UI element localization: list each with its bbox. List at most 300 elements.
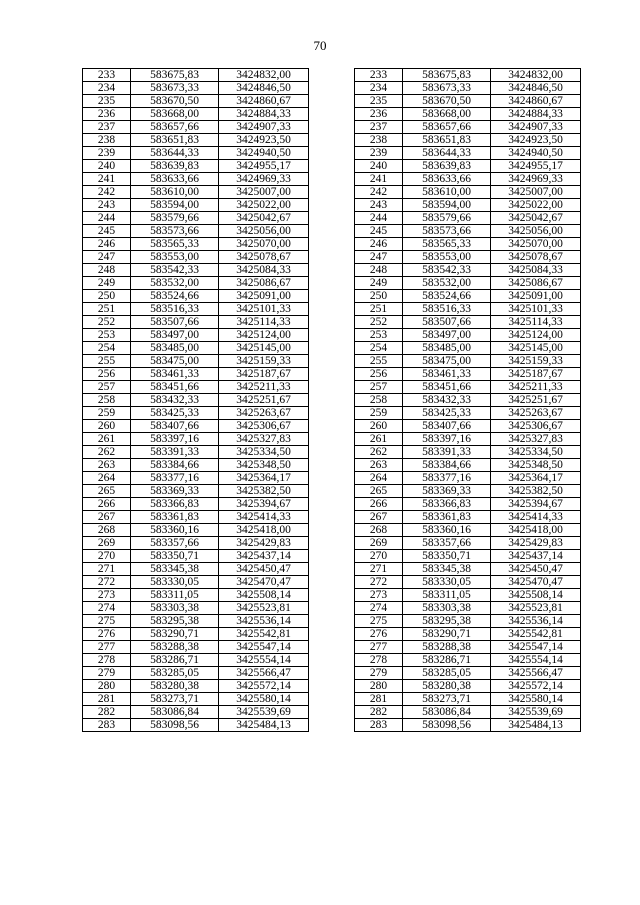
- left-point-number-cell: 248: [83, 264, 131, 277]
- left-y-coordinate-cell: 3425124,00: [219, 329, 309, 342]
- right-point-number-cell: 282: [355, 706, 403, 719]
- left-y-coordinate-cell: 3424860,67: [219, 95, 309, 108]
- right-x-coordinate-cell: 583675,83: [403, 69, 491, 82]
- table-row: [83, 602, 581, 615]
- left-y-coordinate-cell: 3425187,67: [219, 368, 309, 381]
- table-row: [83, 537, 581, 550]
- right-x-coordinate-cell: 583384,66: [403, 459, 491, 472]
- right-y-coordinate-cell: 3425211,33: [491, 381, 581, 394]
- column-gap: [309, 511, 355, 524]
- right-point-number-cell: 258: [355, 394, 403, 407]
- left-x-coordinate-cell: 583303,38: [131, 602, 219, 615]
- right-x-coordinate-cell: 583573,66: [403, 225, 491, 238]
- right-y-coordinate-cell: 3425145,00: [491, 342, 581, 355]
- right-x-coordinate-cell: 583579,66: [403, 212, 491, 225]
- left-point-number-cell: 238: [83, 134, 131, 147]
- table-row: [83, 199, 581, 212]
- table-row: [83, 264, 581, 277]
- left-y-coordinate-cell: 3425078,67: [219, 251, 309, 264]
- right-y-coordinate-cell: 3424832,00: [491, 69, 581, 82]
- right-point-number-cell: 256: [355, 368, 403, 381]
- left-y-coordinate-cell: 3424907,33: [219, 121, 309, 134]
- right-y-coordinate-cell: 3425566,47: [491, 667, 581, 680]
- left-point-number-cell: 245: [83, 225, 131, 238]
- left-point-number-cell: 266: [83, 498, 131, 511]
- left-x-coordinate-cell: 583345,38: [131, 563, 219, 576]
- left-point-number-cell: 256: [83, 368, 131, 381]
- left-y-coordinate-cell: 3425101,33: [219, 303, 309, 316]
- left-x-coordinate-cell: 583657,66: [131, 121, 219, 134]
- left-y-coordinate-cell: 3425484,13: [219, 719, 309, 732]
- right-point-number-cell: 255: [355, 355, 403, 368]
- table-row: [83, 589, 581, 602]
- right-x-coordinate-cell: 583086,84: [403, 706, 491, 719]
- left-y-coordinate-cell: 3425508,14: [219, 589, 309, 602]
- left-x-coordinate-cell: 583532,00: [131, 277, 219, 290]
- right-x-coordinate-cell: 583366,83: [403, 498, 491, 511]
- left-y-coordinate-cell: 3425114,33: [219, 316, 309, 329]
- left-y-coordinate-cell: 3425091,00: [219, 290, 309, 303]
- column-gap: [309, 563, 355, 576]
- right-point-number-cell: 253: [355, 329, 403, 342]
- right-y-coordinate-cell: 3425450,47: [491, 563, 581, 576]
- table-row: [83, 225, 581, 238]
- right-y-coordinate-cell: 3424907,33: [491, 121, 581, 134]
- left-y-coordinate-cell: 3424846,50: [219, 82, 309, 95]
- right-point-number-cell: 252: [355, 316, 403, 329]
- right-point-number-cell: 243: [355, 199, 403, 212]
- left-point-number-cell: 241: [83, 173, 131, 186]
- right-x-coordinate-cell: 583485,00: [403, 342, 491, 355]
- column-gap: [309, 433, 355, 446]
- left-x-coordinate-cell: 583384,66: [131, 459, 219, 472]
- left-y-coordinate-cell: 3425382,50: [219, 485, 309, 498]
- right-x-coordinate-cell: 583345,38: [403, 563, 491, 576]
- right-y-coordinate-cell: 3425580,14: [491, 693, 581, 706]
- right-point-number-cell: 260: [355, 420, 403, 433]
- column-gap: [309, 706, 355, 719]
- right-point-number-cell: 263: [355, 459, 403, 472]
- column-gap: [309, 667, 355, 680]
- left-point-number-cell: 259: [83, 407, 131, 420]
- left-x-coordinate-cell: 583670,50: [131, 95, 219, 108]
- right-point-number-cell: 238: [355, 134, 403, 147]
- left-y-coordinate-cell: 3425580,14: [219, 693, 309, 706]
- left-point-number-cell: 247: [83, 251, 131, 264]
- right-point-number-cell: 234: [355, 82, 403, 95]
- left-x-coordinate-cell: 583369,33: [131, 485, 219, 498]
- left-x-coordinate-cell: 583475,00: [131, 355, 219, 368]
- right-y-coordinate-cell: 3425418,00: [491, 524, 581, 537]
- right-x-coordinate-cell: 583475,00: [403, 355, 491, 368]
- right-y-coordinate-cell: 3425124,00: [491, 329, 581, 342]
- right-point-number-cell: 254: [355, 342, 403, 355]
- left-y-coordinate-cell: 3424969,33: [219, 173, 309, 186]
- coordinates-table-body: [83, 69, 581, 732]
- right-y-coordinate-cell: 3425084,33: [491, 264, 581, 277]
- right-x-coordinate-cell: 583451,66: [403, 381, 491, 394]
- left-y-coordinate-cell: 3424955,17: [219, 160, 309, 173]
- left-y-coordinate-cell: 3424923,50: [219, 134, 309, 147]
- right-point-number-cell: 241: [355, 173, 403, 186]
- right-point-number-cell: 276: [355, 628, 403, 641]
- left-x-coordinate-cell: 583633,66: [131, 173, 219, 186]
- table-row: [83, 342, 581, 355]
- left-y-coordinate-cell: 3425211,33: [219, 381, 309, 394]
- right-point-number-cell: 246: [355, 238, 403, 251]
- right-y-coordinate-cell: 3425348,50: [491, 459, 581, 472]
- right-point-number-cell: 250: [355, 290, 403, 303]
- right-x-coordinate-cell: 583507,66: [403, 316, 491, 329]
- right-x-coordinate-cell: 583425,33: [403, 407, 491, 420]
- right-point-number-cell: 242: [355, 186, 403, 199]
- right-y-coordinate-cell: 3425414,33: [491, 511, 581, 524]
- table-row: [83, 108, 581, 121]
- left-y-coordinate-cell: 3425547,14: [219, 641, 309, 654]
- right-y-coordinate-cell: 3425554,14: [491, 654, 581, 667]
- column-gap: [309, 472, 355, 485]
- right-point-number-cell: 274: [355, 602, 403, 615]
- right-x-coordinate-cell: 583670,50: [403, 95, 491, 108]
- left-point-number-cell: 260: [83, 420, 131, 433]
- table-row: [83, 290, 581, 303]
- left-y-coordinate-cell: 3425523,81: [219, 602, 309, 615]
- column-gap: [309, 420, 355, 433]
- column-gap: [309, 719, 355, 732]
- left-point-number-cell: 269: [83, 537, 131, 550]
- right-point-number-cell: 277: [355, 641, 403, 654]
- right-y-coordinate-cell: 3425327,83: [491, 433, 581, 446]
- table-row: [83, 407, 581, 420]
- left-y-coordinate-cell: 3425566,47: [219, 667, 309, 680]
- right-x-coordinate-cell: 583295,38: [403, 615, 491, 628]
- table-row: [83, 212, 581, 225]
- left-x-coordinate-cell: 583425,33: [131, 407, 219, 420]
- right-y-coordinate-cell: 3424955,17: [491, 160, 581, 173]
- left-y-coordinate-cell: 3425364,17: [219, 472, 309, 485]
- left-x-coordinate-cell: 583290,71: [131, 628, 219, 641]
- right-x-coordinate-cell: 583350,71: [403, 550, 491, 563]
- left-point-number-cell: 242: [83, 186, 131, 199]
- table-row: [83, 628, 581, 641]
- right-x-coordinate-cell: 583391,33: [403, 446, 491, 459]
- column-gap: [309, 290, 355, 303]
- column-gap: [309, 212, 355, 225]
- right-point-number-cell: 279: [355, 667, 403, 680]
- left-point-number-cell: 263: [83, 459, 131, 472]
- right-x-coordinate-cell: 583524,66: [403, 290, 491, 303]
- left-y-coordinate-cell: 3425437,14: [219, 550, 309, 563]
- right-y-coordinate-cell: 3425070,00: [491, 238, 581, 251]
- left-x-coordinate-cell: 583285,05: [131, 667, 219, 680]
- right-point-number-cell: 272: [355, 576, 403, 589]
- left-x-coordinate-cell: 583507,66: [131, 316, 219, 329]
- left-point-number-cell: 254: [83, 342, 131, 355]
- left-x-coordinate-cell: 583366,83: [131, 498, 219, 511]
- right-point-number-cell: 283: [355, 719, 403, 732]
- left-point-number-cell: 278: [83, 654, 131, 667]
- page-number: 70: [313, 38, 327, 53]
- table-row: [83, 524, 581, 537]
- column-gap: [309, 485, 355, 498]
- left-x-coordinate-cell: 583542,33: [131, 264, 219, 277]
- right-point-number-cell: 251: [355, 303, 403, 316]
- coordinates-table: [82, 68, 581, 732]
- right-y-coordinate-cell: 3425007,00: [491, 186, 581, 199]
- left-y-coordinate-cell: 3425306,67: [219, 420, 309, 433]
- right-point-number-cell: 278: [355, 654, 403, 667]
- right-x-coordinate-cell: 583532,00: [403, 277, 491, 290]
- left-point-number-cell: 243: [83, 199, 131, 212]
- left-x-coordinate-cell: 583273,71: [131, 693, 219, 706]
- left-point-number-cell: 258: [83, 394, 131, 407]
- left-point-number-cell: 272: [83, 576, 131, 589]
- left-x-coordinate-cell: 583086,84: [131, 706, 219, 719]
- right-point-number-cell: 249: [355, 277, 403, 290]
- column-gap: [309, 251, 355, 264]
- column-gap: [309, 498, 355, 511]
- left-point-number-cell: 235: [83, 95, 131, 108]
- left-point-number-cell: 244: [83, 212, 131, 225]
- right-y-coordinate-cell: 3425572,14: [491, 680, 581, 693]
- table-row: [83, 719, 581, 732]
- column-gap: [309, 654, 355, 667]
- left-y-coordinate-cell: 3425007,00: [219, 186, 309, 199]
- left-y-coordinate-cell: 3425042,67: [219, 212, 309, 225]
- table-row: [83, 576, 581, 589]
- left-x-coordinate-cell: 583565,33: [131, 238, 219, 251]
- left-point-number-cell: 261: [83, 433, 131, 446]
- table-row: [83, 394, 581, 407]
- right-y-coordinate-cell: 3425334,50: [491, 446, 581, 459]
- column-gap: [309, 342, 355, 355]
- right-x-coordinate-cell: 583673,33: [403, 82, 491, 95]
- right-x-coordinate-cell: 583273,71: [403, 693, 491, 706]
- left-y-coordinate-cell: 3425418,00: [219, 524, 309, 537]
- left-x-coordinate-cell: 583407,66: [131, 420, 219, 433]
- left-point-number-cell: 250: [83, 290, 131, 303]
- right-y-coordinate-cell: 3424969,33: [491, 173, 581, 186]
- left-point-number-cell: 264: [83, 472, 131, 485]
- left-point-number-cell: 282: [83, 706, 131, 719]
- right-y-coordinate-cell: 3425364,17: [491, 472, 581, 485]
- left-point-number-cell: 270: [83, 550, 131, 563]
- table-row: [83, 251, 581, 264]
- right-y-coordinate-cell: 3425508,14: [491, 589, 581, 602]
- table-row: [83, 706, 581, 719]
- right-y-coordinate-cell: 3425536,14: [491, 615, 581, 628]
- right-y-coordinate-cell: 3424860,67: [491, 95, 581, 108]
- table-row: [83, 316, 581, 329]
- table-row: [83, 69, 581, 82]
- table-row: [83, 654, 581, 667]
- left-y-coordinate-cell: 3425056,00: [219, 225, 309, 238]
- left-x-coordinate-cell: 583360,16: [131, 524, 219, 537]
- column-gap: [309, 238, 355, 251]
- right-x-coordinate-cell: 583461,33: [403, 368, 491, 381]
- left-y-coordinate-cell: 3425394,67: [219, 498, 309, 511]
- left-y-coordinate-cell: 3425263,67: [219, 407, 309, 420]
- table-row: [83, 641, 581, 654]
- left-x-coordinate-cell: 583553,00: [131, 251, 219, 264]
- right-y-coordinate-cell: 3424923,50: [491, 134, 581, 147]
- column-gap: [309, 186, 355, 199]
- right-y-coordinate-cell: 3425086,67: [491, 277, 581, 290]
- column-gap: [309, 368, 355, 381]
- right-y-coordinate-cell: 3425382,50: [491, 485, 581, 498]
- column-gap: [309, 550, 355, 563]
- table-row: [83, 95, 581, 108]
- column-gap: [309, 277, 355, 290]
- right-y-coordinate-cell: 3425470,47: [491, 576, 581, 589]
- right-y-coordinate-cell: 3424940,50: [491, 147, 581, 160]
- left-y-coordinate-cell: 3424832,00: [219, 69, 309, 82]
- table-row: [83, 381, 581, 394]
- left-x-coordinate-cell: 583391,33: [131, 446, 219, 459]
- left-y-coordinate-cell: 3425554,14: [219, 654, 309, 667]
- table-row: [83, 472, 581, 485]
- right-y-coordinate-cell: 3425101,33: [491, 303, 581, 316]
- column-gap: [309, 329, 355, 342]
- column-gap: [309, 147, 355, 160]
- right-point-number-cell: 237: [355, 121, 403, 134]
- table-row: [83, 667, 581, 680]
- right-x-coordinate-cell: 583633,66: [403, 173, 491, 186]
- right-point-number-cell: 240: [355, 160, 403, 173]
- left-point-number-cell: 279: [83, 667, 131, 680]
- left-x-coordinate-cell: 583286,71: [131, 654, 219, 667]
- right-y-coordinate-cell: 3425187,67: [491, 368, 581, 381]
- left-y-coordinate-cell: 3425470,47: [219, 576, 309, 589]
- table-row: [83, 693, 581, 706]
- right-point-number-cell: 261: [355, 433, 403, 446]
- column-gap: [309, 121, 355, 134]
- right-x-coordinate-cell: 583432,33: [403, 394, 491, 407]
- right-x-coordinate-cell: 583610,00: [403, 186, 491, 199]
- column-gap: [309, 576, 355, 589]
- left-x-coordinate-cell: 583377,16: [131, 472, 219, 485]
- right-point-number-cell: 281: [355, 693, 403, 706]
- right-y-coordinate-cell: 3425523,81: [491, 602, 581, 615]
- left-y-coordinate-cell: 3425429,83: [219, 537, 309, 550]
- left-point-number-cell: 257: [83, 381, 131, 394]
- right-x-coordinate-cell: 583280,38: [403, 680, 491, 693]
- left-x-coordinate-cell: 583288,38: [131, 641, 219, 654]
- left-y-coordinate-cell: 3425022,00: [219, 199, 309, 212]
- left-y-coordinate-cell: 3425086,67: [219, 277, 309, 290]
- left-x-coordinate-cell: 583675,83: [131, 69, 219, 82]
- column-gap: [309, 173, 355, 186]
- right-x-coordinate-cell: 583377,16: [403, 472, 491, 485]
- left-y-coordinate-cell: 3425348,50: [219, 459, 309, 472]
- table-row: [83, 680, 581, 693]
- right-x-coordinate-cell: 583651,83: [403, 134, 491, 147]
- column-gap: [309, 537, 355, 550]
- left-x-coordinate-cell: 583673,33: [131, 82, 219, 95]
- table-row: [83, 121, 581, 134]
- right-point-number-cell: 233: [355, 69, 403, 82]
- left-x-coordinate-cell: 583295,38: [131, 615, 219, 628]
- right-y-coordinate-cell: 3424846,50: [491, 82, 581, 95]
- column-gap: [309, 69, 355, 82]
- left-x-coordinate-cell: 583651,83: [131, 134, 219, 147]
- right-x-coordinate-cell: 583594,00: [403, 199, 491, 212]
- right-y-coordinate-cell: 3425056,00: [491, 225, 581, 238]
- left-y-coordinate-cell: 3425159,33: [219, 355, 309, 368]
- column-gap: [309, 693, 355, 706]
- column-gap: [309, 82, 355, 95]
- column-gap: [309, 615, 355, 628]
- table-row: [83, 147, 581, 160]
- left-y-coordinate-cell: 3425450,47: [219, 563, 309, 576]
- left-point-number-cell: 251: [83, 303, 131, 316]
- left-y-coordinate-cell: 3425414,33: [219, 511, 309, 524]
- left-point-number-cell: 276: [83, 628, 131, 641]
- left-point-number-cell: 271: [83, 563, 131, 576]
- right-x-coordinate-cell: 583286,71: [403, 654, 491, 667]
- left-point-number-cell: 277: [83, 641, 131, 654]
- column-gap: [309, 355, 355, 368]
- right-y-coordinate-cell: 3425394,67: [491, 498, 581, 511]
- right-y-coordinate-cell: 3425429,83: [491, 537, 581, 550]
- left-y-coordinate-cell: 3425145,00: [219, 342, 309, 355]
- right-y-coordinate-cell: 3425437,14: [491, 550, 581, 563]
- column-gap: [309, 641, 355, 654]
- right-point-number-cell: 247: [355, 251, 403, 264]
- left-y-coordinate-cell: 3424940,50: [219, 147, 309, 160]
- column-gap: [309, 459, 355, 472]
- column-gap: [309, 628, 355, 641]
- right-point-number-cell: 271: [355, 563, 403, 576]
- right-y-coordinate-cell: 3425159,33: [491, 355, 581, 368]
- right-x-coordinate-cell: 583357,66: [403, 537, 491, 550]
- column-gap: [309, 303, 355, 316]
- left-point-number-cell: 274: [83, 602, 131, 615]
- right-point-number-cell: 239: [355, 147, 403, 160]
- left-x-coordinate-cell: 583573,66: [131, 225, 219, 238]
- right-point-number-cell: 273: [355, 589, 403, 602]
- left-x-coordinate-cell: 583361,83: [131, 511, 219, 524]
- right-point-number-cell: 262: [355, 446, 403, 459]
- right-point-number-cell: 259: [355, 407, 403, 420]
- table-row: [83, 563, 581, 576]
- left-x-coordinate-cell: 583516,33: [131, 303, 219, 316]
- table-row: [83, 615, 581, 628]
- right-x-coordinate-cell: 583657,66: [403, 121, 491, 134]
- left-point-number-cell: 275: [83, 615, 131, 628]
- left-y-coordinate-cell: 3425084,33: [219, 264, 309, 277]
- left-x-coordinate-cell: 583357,66: [131, 537, 219, 550]
- right-point-number-cell: 270: [355, 550, 403, 563]
- table-row: [83, 186, 581, 199]
- right-point-number-cell: 266: [355, 498, 403, 511]
- right-y-coordinate-cell: 3425539,69: [491, 706, 581, 719]
- table-row: [83, 498, 581, 511]
- left-x-coordinate-cell: 583644,33: [131, 147, 219, 160]
- table-row: [83, 368, 581, 381]
- right-x-coordinate-cell: 583360,16: [403, 524, 491, 537]
- left-point-number-cell: 246: [83, 238, 131, 251]
- left-x-coordinate-cell: 583639,83: [131, 160, 219, 173]
- right-y-coordinate-cell: 3425022,00: [491, 199, 581, 212]
- left-y-coordinate-cell: 3425327,83: [219, 433, 309, 446]
- table-row: [83, 238, 581, 251]
- left-point-number-cell: 252: [83, 316, 131, 329]
- table-row: [83, 82, 581, 95]
- left-point-number-cell: 240: [83, 160, 131, 173]
- right-x-coordinate-cell: 583303,38: [403, 602, 491, 615]
- table-row: [83, 446, 581, 459]
